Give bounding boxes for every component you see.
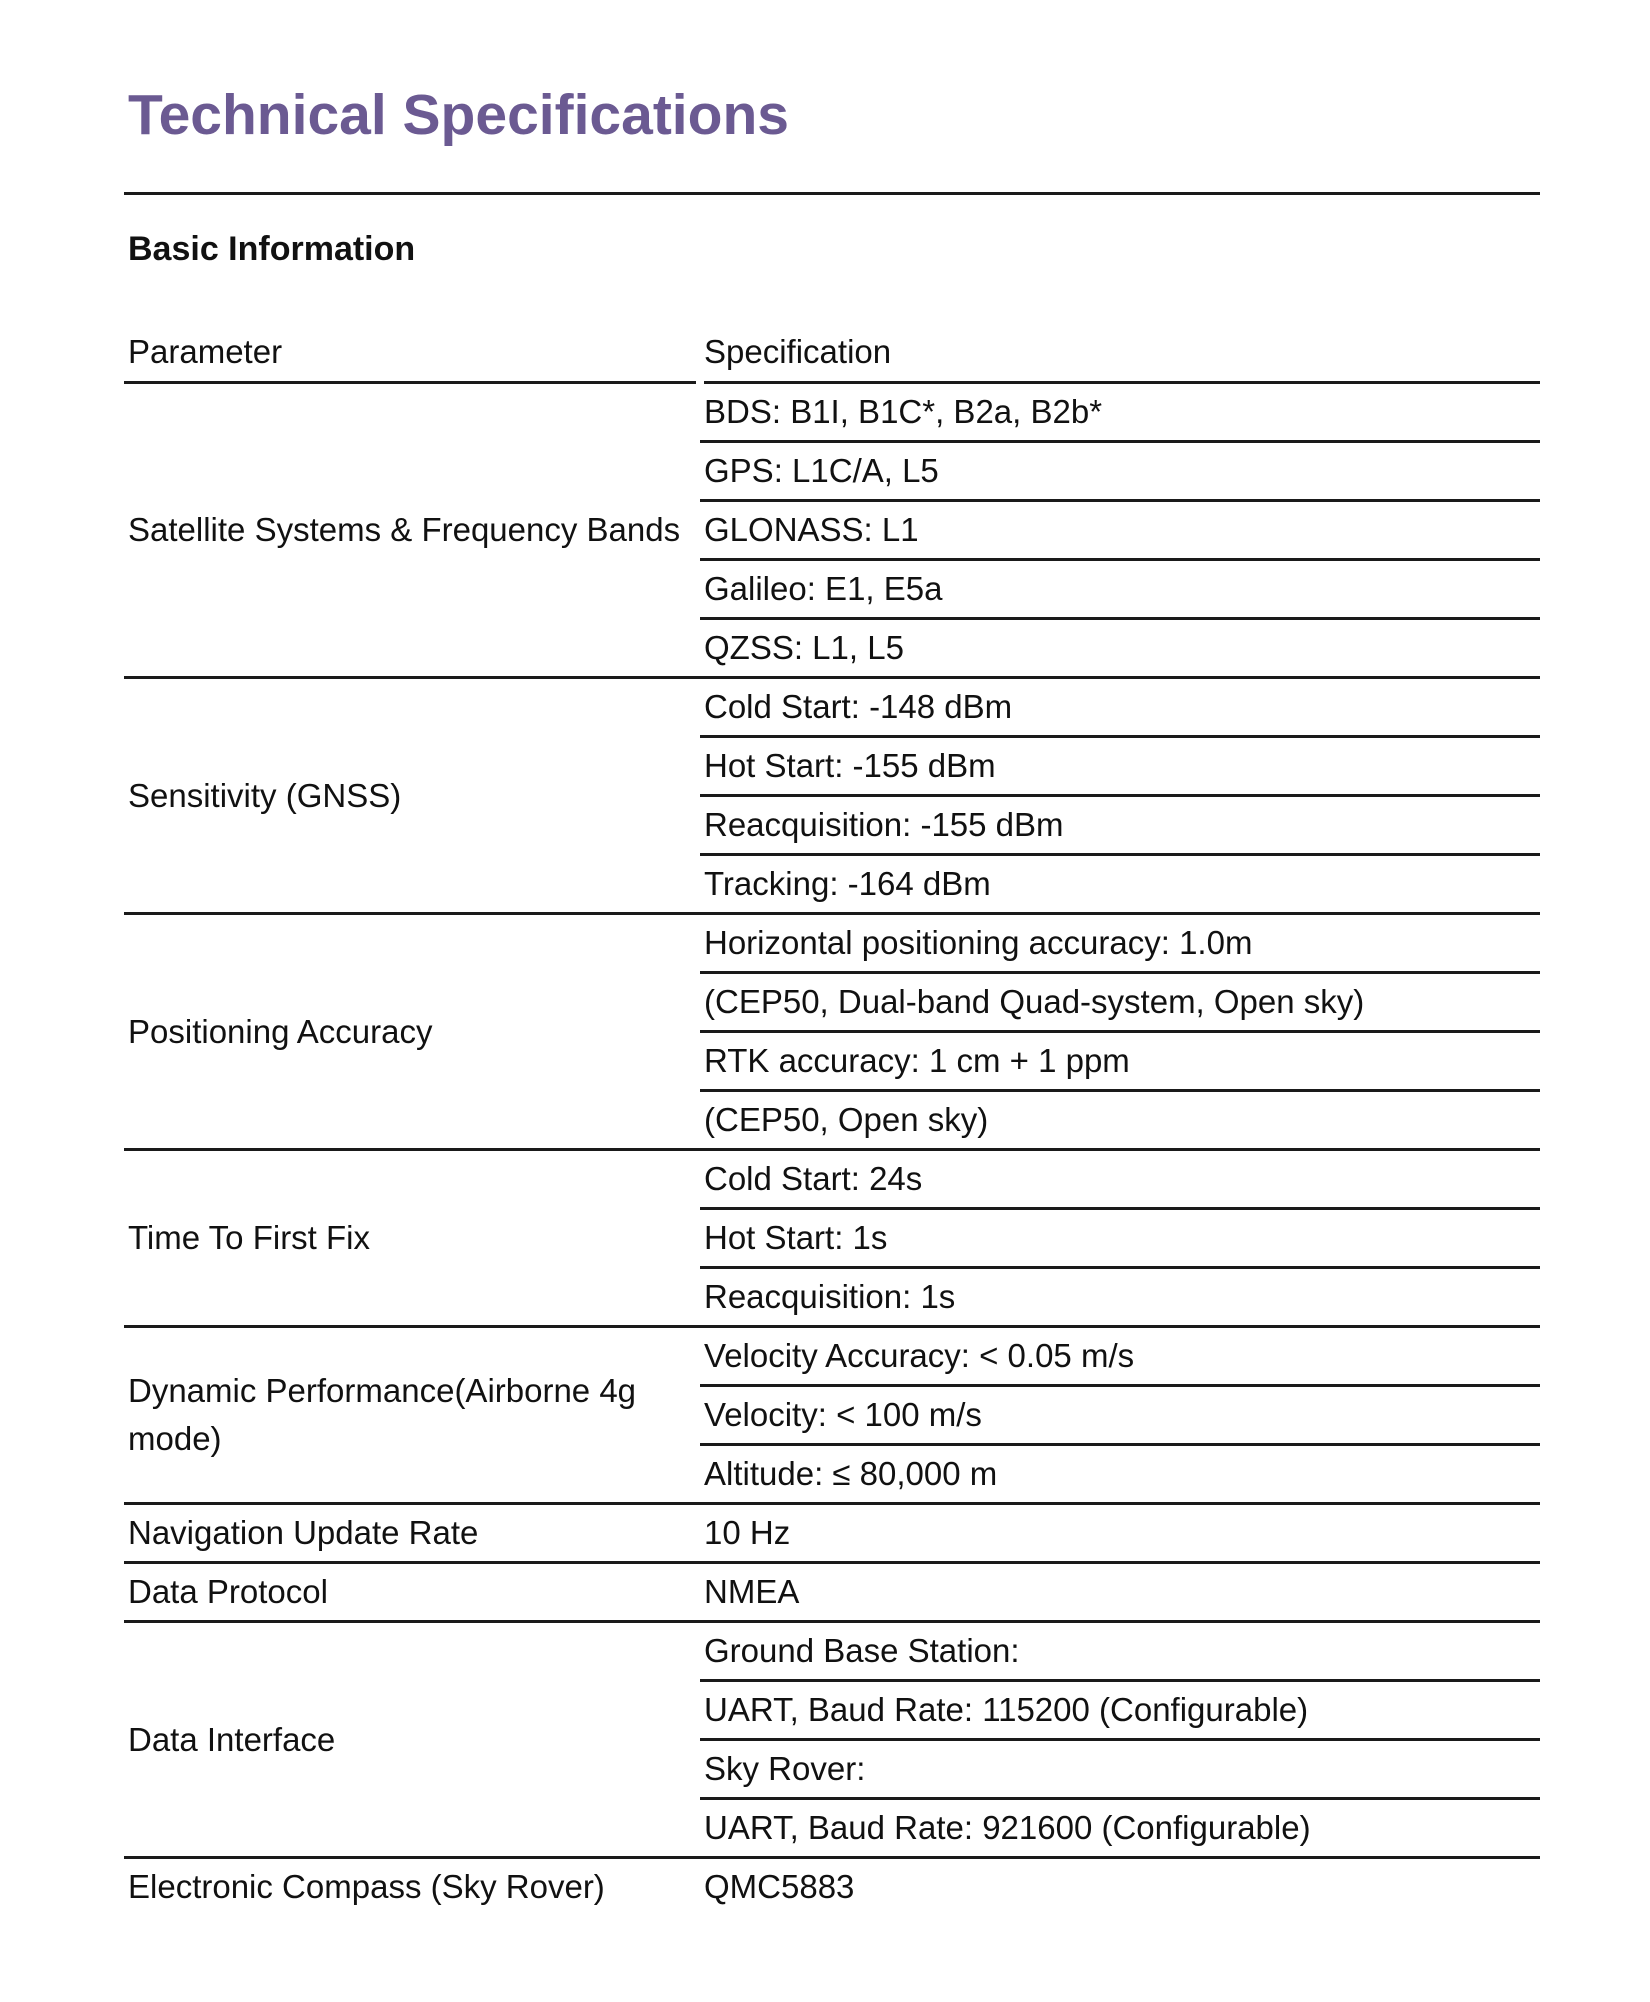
table-row [124,384,1540,679]
specification-line: Ground Base Station: [700,1623,1540,1682]
specification-line: Hot Start: -155 dBm [700,738,1540,797]
parameter-cell [124,1328,700,1502]
specification-line: GLONASS: L1 [700,502,1540,561]
specification-line: BDS: B1I, B1C*, B2a, B2b* [700,384,1540,443]
specification-cell [700,915,1540,1148]
specification-line: Tracking: -164 dBm [704,865,991,902]
parameter-cell [124,915,700,1148]
specification-line: Reacquisition: 1s [704,1278,956,1315]
specification-line: UART, Baud Rate: 115200 (Configurable) [700,1682,1540,1741]
parameter-cell [124,1859,700,1915]
parameter-label: Data Protocol [128,1573,328,1610]
specification-line: Velocity Accuracy: < 0.05 m/s [700,1328,1540,1387]
table-row [124,1564,1540,1623]
specification-line: RTK accuracy: 1 cm + 1 ppm [700,1033,1540,1092]
specification-cell [700,1564,1540,1620]
specification-line: Cold Start: -148 dBm [700,679,1540,738]
specification-cell [700,1505,1540,1561]
parameter-label: Positioning Accuracy [128,1012,433,1050]
specification-line: Hot Start: 1s [700,1210,1540,1269]
table-body [124,384,1540,1915]
parameter-label: Time To First Fix [128,1219,371,1256]
table-row [124,679,1540,915]
specification-line: Cold Start: 24s [700,1151,1540,1210]
specification-line: Galileo: E1, E5a [700,561,1540,620]
specification-line: Sky Rover: [700,1741,1540,1800]
table-row [124,1505,1540,1564]
header-rule-right [704,381,1540,384]
header-rule-left [124,381,696,384]
table-row [124,915,1540,1151]
parameter-cell [124,1151,700,1325]
specification-line: Altitude: ≤ 80,000 m [704,1455,998,1492]
parameter-label: Sensitivity (GNSS) [128,776,402,814]
specification-cell [700,1328,1540,1502]
table-row [124,1151,1540,1328]
specification-cell [700,384,1540,676]
spec-table [124,321,1540,1915]
parameter-cell [124,1505,700,1561]
specification-line: Horizontal positioning accuracy: 1.0m [700,915,1540,974]
specification-line: GPS: L1C/A, L5 [700,443,1540,502]
parameter-cell [124,384,700,676]
parameter-cell [124,1564,700,1620]
specification-line: QZSS: L1, L5 [704,629,904,666]
parameter-label: Dynamic Performance(Airborne 4g mode) [128,1372,637,1457]
table-header [124,321,1540,384]
parameter-cell [124,679,700,912]
specification-line: (CEP50, Dual-band Quad-system, Open sky) [700,974,1540,1033]
section-title: Basic Information [128,230,416,268]
specification-line: Velocity: < 100 m/s [700,1387,1540,1446]
specification-line: (CEP50, Open sky) [704,1101,989,1138]
parameter-cell [124,1623,700,1856]
specification-line: QMC5883 [704,1868,855,1905]
specification-line: Reacquisition: -155 dBm [700,797,1540,856]
parameter-label: Data Interface [128,1720,336,1758]
specification-line: NMEA [704,1573,800,1610]
column-header-specification: Specification [704,333,892,370]
column-header-parameter: Parameter [128,333,283,370]
parameter-label: Navigation Update Rate [128,1514,479,1551]
title-divider [124,192,1540,195]
parameter-label: Satellite Systems & Frequency Bands [128,511,681,548]
specification-cell [700,1151,1540,1325]
specification-line: 10 Hz [704,1514,791,1551]
table-row [124,1623,1540,1859]
table-row [124,1859,1540,1915]
specification-line: UART, Baud Rate: 921600 (Configurable) [704,1809,1311,1846]
page-title: Technical Specifications [128,83,789,147]
specification-cell [700,679,1540,912]
parameter-label: Electronic Compass (Sky Rover) [128,1868,605,1905]
table-row [124,1328,1540,1505]
specification-cell [700,1623,1540,1856]
specification-cell [700,1859,1540,1915]
